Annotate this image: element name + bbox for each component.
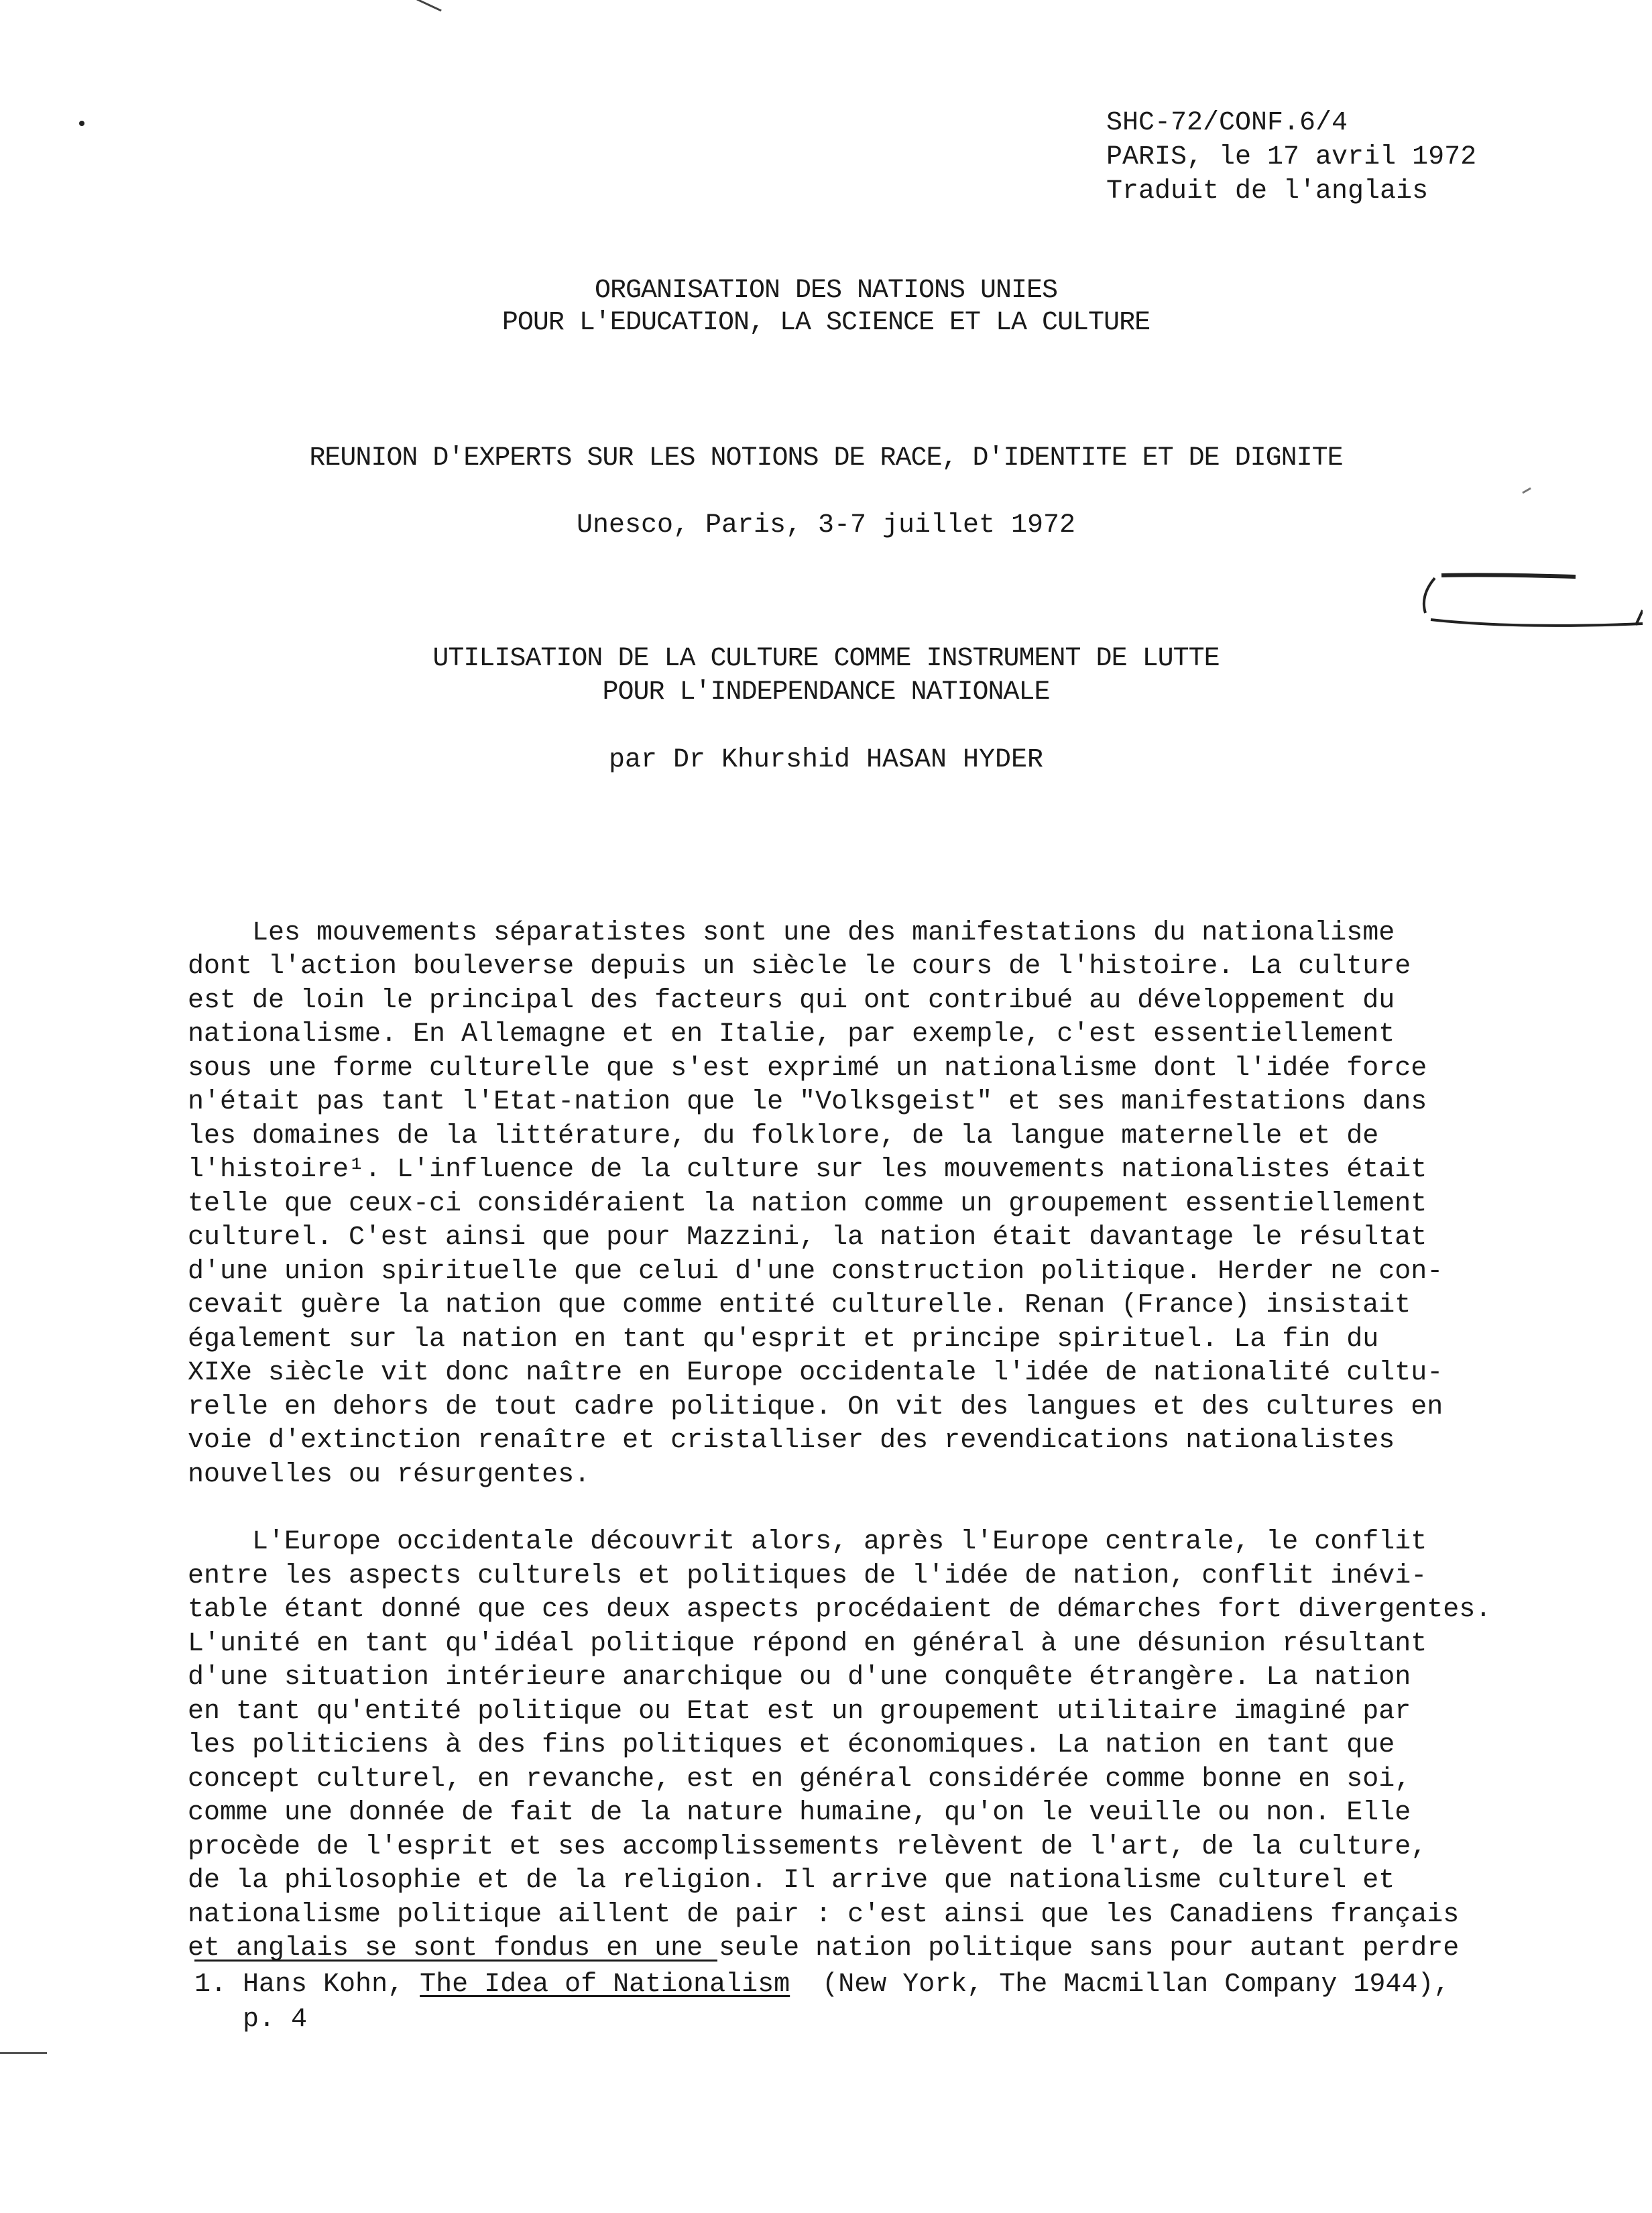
author-name: Khurshid HASAN HYDER [721,745,1044,775]
reference-code: SHC-72/CONF.6/4 [1106,108,1348,138]
reference-translation-note: Traduit de l'anglais [1106,176,1429,207]
ink-dot [79,121,84,126]
organization-line1: ORGANISATION DES NATIONS UNIES [594,276,1058,306]
document-reference [1106,106,1476,209]
footnote-rule [194,1960,717,1962]
paragraph-2: L'Europe occidentale découvrit alors, après l'Europe centrale, le conflit entre les aspects culturels et politiques de l'idée de nation, conflit inévi- table étant donné que ces deux aspects procédaient de démarches fort divergentes. L'unité en tant qu'idéal politique répond en général à une désunion résultant d'une situation intérieure anarchique ou d'une conquête étrangère. La nation en tant qu'entité politique ou Etat est un groupement utilitaire imaginé par les politiciens à des fins politiques et économiques. La nation en tant que concept culturel, en revanche, est en général considérée comme bonne en soi, comme une donnée de fait de la nature humaine, qu'on le veuille ou non. Elle procède de l'esprit et ses accomplissements relèvent de l'art, de la culture, de la philosophie et de la religion. Il arrive que nationalisme culturel et nationalisme politique aillent de pair : c'est ainsi que les Canadiens français et anglais se sont fondus en une seule nation politique sans pour autant perdre [188,1527,1492,1964]
footnote-publication: (New York, The Macmillan Company 1944), [822,1970,1450,2000]
meeting-venue: Unesco, Paris, 3-7 juillet 1972 [576,510,1076,541]
footnote-number: 1. [194,1970,227,2000]
paper-author [0,744,1652,777]
ink-tick [416,0,442,11]
reference-place-date: PARIS, le 17 avril 1972 [1106,142,1477,172]
footnote-page: p. 4 [243,2004,308,2035]
organization-line2: POUR L'EDUCATION, LA SCIENCE ET LA CULTURE [501,308,1150,338]
footnote-author: Hans Kohn, [243,1970,404,2000]
meeting-name: REUNION D'EXPERTS SUR LES NOTIONS DE RACE, D'IDENTITE ET DE DIGNITE [309,443,1343,473]
paper-title-line2: POUR L'INDEPENDANCE NATIONALE [602,677,1050,707]
paper-title [0,642,1652,710]
organization-heading [0,275,1652,339]
body-text [188,883,1502,2034]
handwritten-bracket-mark [1415,569,1643,642]
author-prefix: par Dr [608,745,705,775]
edge-mark [0,2052,47,2054]
footnote [194,1968,1450,2037]
ink-smudge [1522,488,1531,494]
footnote-book-title: The Idea of Nationalism [420,1970,790,2000]
paper-title-line1: UTILISATION DE LA CULTURE COMME INSTRUMENT DE LUTTE [432,644,1220,674]
paragraph-1: Les mouvements séparatistes sont une des manifestations du nationalisme dont l'action bouleverse depuis un siècle le cours de l'histoire. La culture est de loin le principal des facteurs qui ont contribué au développement du nationalisme. En Allemagne et en Italie, par exemple, c'est essentiellement sous une forme culturelle que s'est exprimé un nationalisme dont l'idée force n'était pas tant l'Etat-nation que le "Volksgeist" et ses manifestations dans les domaines de la littérature, du folklore, de la langue maternelle et de l'histoire¹. L'influence de la culture sur les mouvements nationalistes était telle que ceux-ci considéraient la nation comme un groupement essentiellement culturel. C'est ainsi que pour Mazzini, la nation était davantage le résultat d'une union spirituelle que celui d'une construction politique. Herder ne con- cevait guère la nation que comme entité culturelle. Renan (France) insistait également sur la nation en tant qu'esprit et principe spirituel. La fin du XIXe siècle vit donc naître en Europe occidentale l'idée de nationalité cultu- relle en dehors de tout cadre politique. On vit des langues et des cultures en voie d'extinction renaître et cristalliser des revendications nationalistes nouvelles ou résurgentes. [188,917,1443,1490]
